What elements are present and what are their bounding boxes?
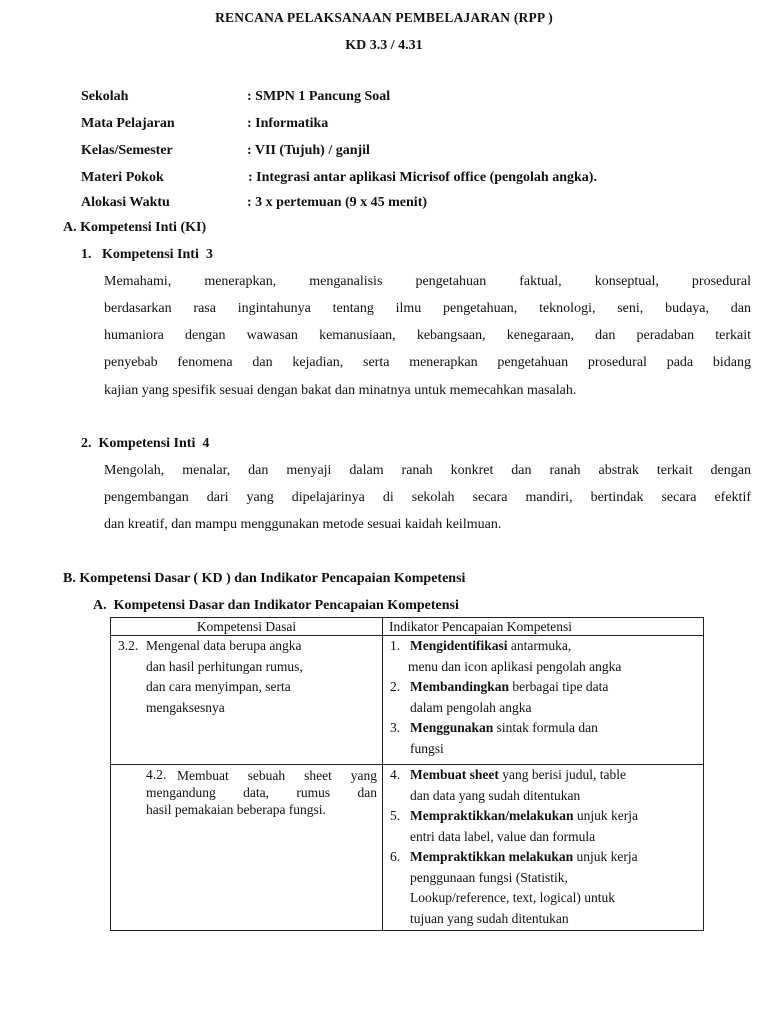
info-label-kelas-semester: Kelas/Semester	[81, 143, 173, 158]
kd-line: hasil pemakaian beberapa fungsi.	[146, 802, 326, 817]
ki3-line: berdasarkan rasa ingintahunya tentang ilmu pengetahuan, teknologi, seni, budaya, dan	[104, 301, 751, 316]
info-label-mata-pelajaran: Mata Pelajaran	[81, 116, 175, 131]
indicator-keyword: Membuat sheet	[410, 767, 499, 782]
indicator-text: yang berisi judul, table	[498, 767, 626, 782]
indicator-text: antarmuka,	[507, 638, 572, 653]
indicator-keyword: Mempraktikkan/melakukan	[410, 808, 574, 823]
info-value-mata-pelajaran: : Informatika	[247, 116, 329, 131]
indicator-keyword: Menggunakan	[410, 720, 494, 735]
kd-description	[146, 765, 377, 818]
column-header-indikator: Indikator Pencapaian Kompetensi	[383, 618, 704, 636]
indicator-text: dalam pengolah angka	[410, 699, 532, 715]
info-value-sekolah: : SMPN 1 Pancung Soal	[247, 89, 391, 104]
indicator-text: Lookup/reference, text, logical) untuk	[410, 890, 616, 905]
indicator-text: entri data label, value dan formula	[410, 828, 596, 844]
indicator-number: 3.	[390, 720, 401, 735]
kd-indicator-table	[110, 617, 704, 931]
indicator-text: unjuk kerja	[573, 808, 639, 823]
ki4-line: pengembangan dari yang dipelajarinya di sekolah secara mandiri, bertindak secara efektif	[104, 490, 751, 505]
ki3-line: penyebab fenomena dan kejadian, serta menerapkan pengetahuan prosedural pada bidang	[104, 355, 751, 370]
indicator-text: unjuk kerja	[573, 849, 638, 864]
kd-line: Mengenal data berupa angka	[146, 638, 302, 653]
indicator-keyword: Membandingkan	[410, 679, 510, 694]
ki3-heading: 1. Kompetensi Inti 3	[81, 247, 213, 262]
indicator-item	[383, 806, 703, 847]
kd-line: dan hasil perhitungan rumus,	[146, 658, 303, 674]
table-row	[111, 636, 704, 765]
kd-number: 3.2.	[118, 638, 139, 653]
ki3-line: kajian yang spesifik sesuai dengan bakat dan minatnya untuk memecahkan masalah.	[104, 383, 577, 398]
ki4-heading: 2. Kompetensi Inti 4	[81, 436, 210, 451]
indicator-number: 2.	[390, 679, 401, 694]
kd-number: 4.2.	[146, 767, 167, 782]
table-row	[111, 765, 704, 931]
kd-description	[146, 636, 372, 718]
indicator-text: tujuan yang sudah ditentukan	[410, 910, 569, 926]
kd-line: mengaksesnya	[146, 699, 225, 715]
indicator-number: 1.	[390, 638, 401, 653]
indicator-text: penggunaan fungsi (Statistik,	[410, 869, 568, 885]
info-label-sekolah: Sekolah	[81, 89, 129, 104]
section-b-heading: B. Kompetensi Dasar ( KD ) dan Indikator Pencapaian Kompetensi	[63, 571, 466, 586]
indicator-keyword: Mempraktikkan melakukan	[410, 849, 574, 864]
column-header-kompetensi-dasar: Kompetensi Dasai	[111, 618, 383, 636]
indicator-item	[383, 718, 703, 759]
indicator-number: 6.	[390, 849, 401, 864]
ki3-line: humaniora dengan wawasan kemanusiaan, kebangsaan, kenegaraan, dan peradaban terkait	[104, 328, 751, 343]
indicator-cell	[383, 765, 704, 931]
indicator-number: 4.	[390, 767, 401, 782]
kd-line: dan cara menyimpan, serta	[146, 679, 291, 694]
indicator-item	[383, 765, 703, 806]
indicator-keyword: Mengidentifikasi	[410, 638, 508, 653]
section-b-subheading: A. Kompetensi Dasar dan Indikator Pencapaian Kompetensi	[93, 598, 459, 613]
info-value-kelas-semester: : VII (Tujuh) / ganjil	[247, 143, 370, 158]
indicator-item	[383, 677, 703, 718]
ki4-line: dan kreatif, dan mampu menggunakan metode sesuai kaidah keilmuan.	[104, 517, 502, 532]
table-header-row	[111, 618, 704, 636]
indicator-text: menu dan icon aplikasi pengolah angka	[408, 658, 622, 674]
indicator-text: sintak formula dan	[493, 720, 598, 735]
indicator-text: dan data yang sudah ditentukan	[410, 787, 581, 803]
indicator-item	[383, 636, 703, 677]
indicator-text: berbagai tipe data	[509, 679, 609, 694]
info-value-materi-pokok: : Integrasi antar aplikasi Micrisof office (pengolah angka).	[248, 170, 597, 185]
ki3-line: Memahami, menerapkan, menganalisis pengetahuan faktual, konseptual, prosedural	[104, 274, 751, 289]
section-a-heading: A. Kompetensi Inti (KI)	[63, 220, 207, 235]
kd-line: mengandung data, rumus dan	[146, 785, 377, 800]
info-label-alokasi-waktu: Alokasi Waktu	[81, 195, 170, 210]
indicator-text: fungsi	[410, 740, 444, 756]
info-value-alokasi-waktu: : 3 x pertemuan (9 x 45 menit)	[247, 195, 428, 210]
ki4-line: Mengolah, menalar, dan menyaji dalam ranah konkret dan ranah abstrak terkait dengan	[104, 463, 751, 478]
document-title: RENCANA PELAKSANAAN PEMBELAJARAN (RPP )	[215, 10, 553, 25]
kd-line: Membuat sebuah sheet yang	[177, 768, 377, 783]
indicator-number: 5.	[390, 808, 401, 823]
kd-cell	[111, 765, 383, 931]
indicator-cell	[383, 636, 704, 765]
indicator-item	[383, 847, 703, 929]
info-label-materi-pokok: Materi Pokok	[81, 170, 164, 185]
kd-cell	[111, 636, 383, 765]
kd-code: KD 3.3 / 4.31	[345, 38, 423, 53]
